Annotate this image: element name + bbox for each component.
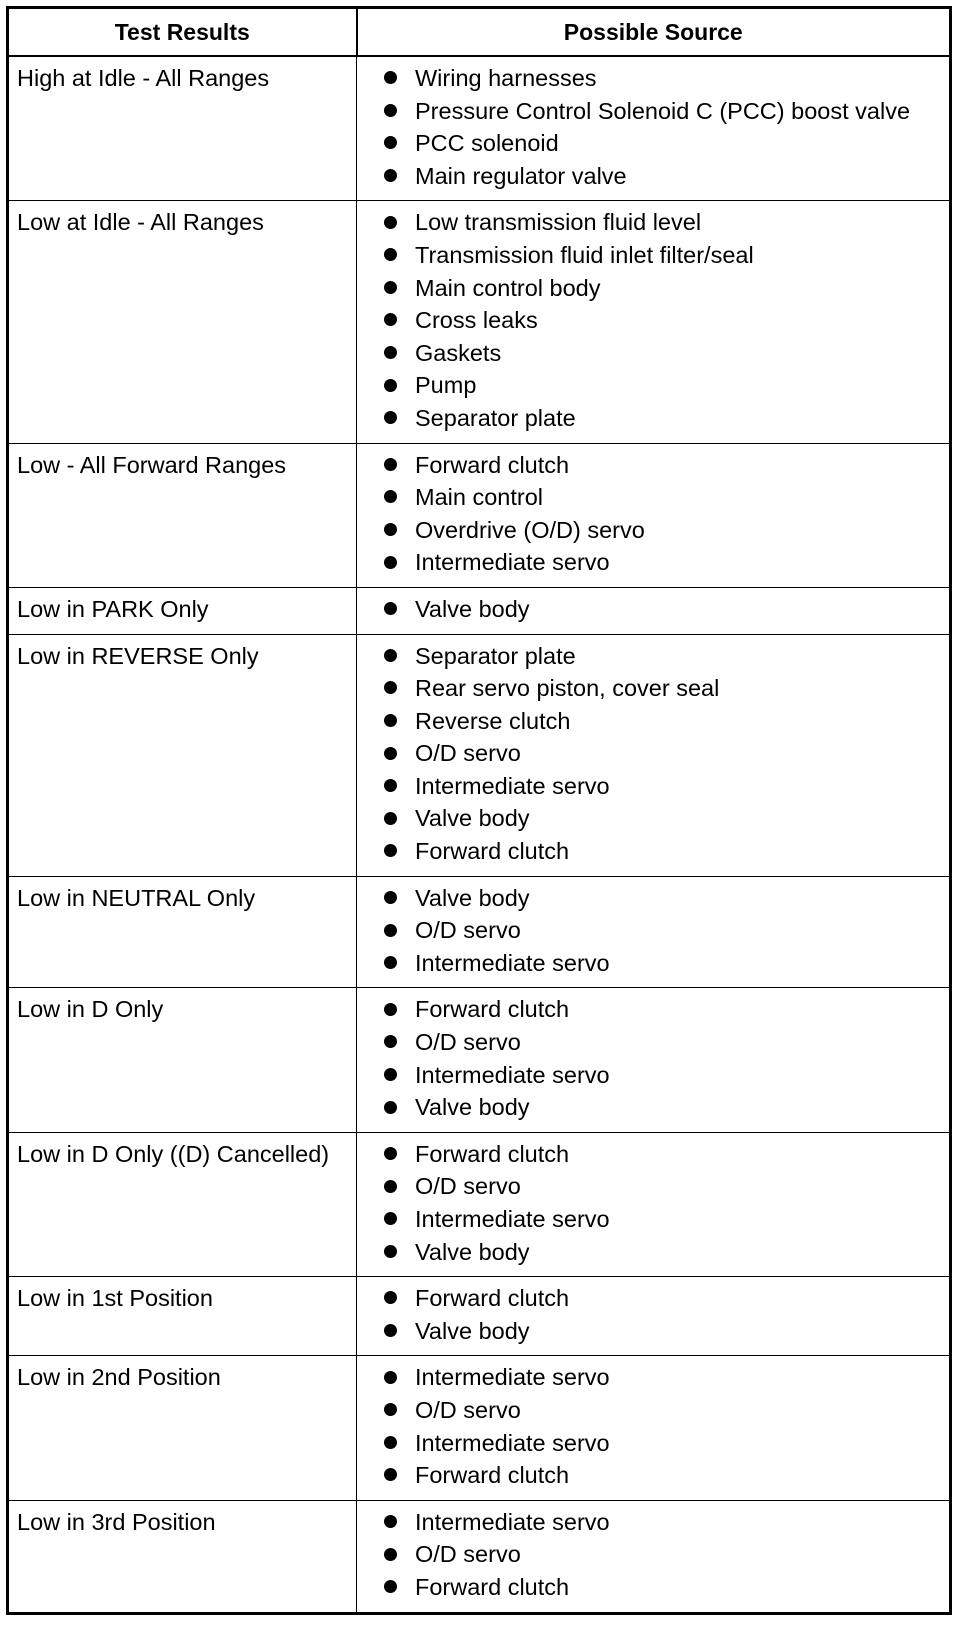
table-body [8, 56, 951, 1613]
test-result-cell [8, 1132, 357, 1276]
test-result-text: Low in D Only ((D) Cancelled) [17, 1140, 330, 1167]
list-item [357, 127, 949, 160]
list-item [357, 1538, 949, 1571]
source-text: Forward clutch [415, 996, 570, 1023]
list-item [357, 337, 949, 370]
bullet-icon [384, 411, 397, 424]
source-text: Forward clutch [415, 1140, 570, 1167]
bullet-icon [384, 71, 397, 84]
bullet-icon [384, 812, 397, 825]
source-list [357, 1133, 949, 1276]
source-list [357, 588, 949, 634]
list-item [357, 206, 949, 239]
list-item [357, 1170, 949, 1203]
source-text: PCC solenoid [415, 130, 559, 157]
source-text: Main control [415, 484, 543, 511]
source-list [357, 57, 949, 200]
test-result-cell [8, 876, 357, 988]
possible-source-cell [357, 876, 951, 988]
source-text: O/D servo [415, 1173, 521, 1200]
bullet-icon [384, 169, 397, 182]
list-item [357, 835, 949, 868]
bullet-icon [384, 1003, 397, 1016]
list-item [357, 272, 949, 305]
possible-source-cell [357, 56, 951, 201]
source-text: Intermediate servo [415, 772, 610, 799]
list-item [357, 239, 949, 272]
bullet-icon [384, 523, 397, 536]
test-result-text: Low in NEUTRAL Only [17, 884, 256, 911]
list-item [357, 737, 949, 770]
list-item [357, 304, 949, 337]
source-text: Forward clutch [415, 1462, 570, 1489]
list-item [357, 1394, 949, 1427]
table-row [8, 634, 951, 876]
source-text: Separator plate [415, 404, 576, 431]
table-row [8, 201, 951, 443]
table-row [8, 1132, 951, 1276]
source-text: Cross leaks [415, 307, 538, 334]
source-text: Separator plate [415, 642, 576, 669]
source-list [357, 1501, 949, 1612]
possible-source-cell [357, 587, 951, 634]
source-text: Main control body [415, 274, 601, 301]
bullet-icon [384, 1212, 397, 1225]
list-item [357, 882, 949, 915]
possible-source-cell [357, 443, 951, 587]
test-result-text: Low - All Forward Ranges [17, 451, 287, 478]
source-text: Intermediate servo [415, 1429, 610, 1456]
list-item [357, 481, 949, 514]
bullet-icon [384, 649, 397, 662]
possible-source-cell [357, 1277, 951, 1356]
list-item [357, 770, 949, 803]
list-item [357, 1026, 949, 1059]
bullet-icon [384, 1548, 397, 1561]
source-list [357, 877, 949, 988]
list-item [357, 993, 949, 1026]
bullet-icon [384, 924, 397, 937]
bullet-icon [384, 1324, 397, 1337]
bullet-icon [384, 714, 397, 727]
source-text: Forward clutch [415, 838, 570, 865]
bullet-icon [384, 490, 397, 503]
source-text: Forward clutch [415, 451, 570, 478]
list-item [357, 449, 949, 482]
source-text: Intermediate servo [415, 949, 610, 976]
bullet-icon [384, 1147, 397, 1160]
list-item [357, 95, 949, 128]
source-text: O/D servo [415, 1029, 521, 1056]
list-item [357, 672, 949, 705]
list-item [357, 1236, 949, 1269]
source-text: Valve body [415, 595, 530, 622]
source-text: Reverse clutch [415, 707, 571, 734]
bullet-icon [384, 1468, 397, 1481]
test-result-cell [8, 201, 357, 443]
bullet-icon [384, 844, 397, 857]
list-item [357, 514, 949, 547]
list-item [357, 1282, 949, 1315]
bullet-icon [384, 1580, 397, 1593]
list-item [357, 947, 949, 980]
source-list [357, 1356, 949, 1499]
list-item [357, 62, 949, 95]
source-text: O/D servo [415, 740, 521, 767]
bullet-icon [384, 1035, 397, 1048]
list-item [357, 546, 949, 579]
test-result-text: Low in REVERSE Only [17, 642, 259, 669]
list-item [357, 640, 949, 673]
test-result-cell [8, 1277, 357, 1356]
possible-source-cell [357, 1132, 951, 1276]
table-row [8, 1356, 951, 1500]
source-text: Valve body [415, 1094, 530, 1121]
bullet-icon [384, 1403, 397, 1416]
test-result-text: Low in 3rd Position [17, 1508, 216, 1535]
test-result-text: Low at Idle - All Ranges [17, 209, 264, 236]
source-text: Forward clutch [415, 1285, 570, 1312]
test-result-cell [8, 988, 357, 1132]
source-text: Intermediate servo [415, 1508, 610, 1535]
list-item [357, 705, 949, 738]
source-text: O/D servo [415, 1541, 521, 1568]
test-result-text: High at Idle - All Ranges [17, 65, 270, 91]
source-text: Wiring harnesses [415, 65, 597, 91]
list-item [357, 1059, 949, 1092]
source-text: Main regulator valve [415, 162, 627, 189]
list-item [357, 160, 949, 193]
table-row [8, 443, 951, 587]
source-text: Intermediate servo [415, 1206, 610, 1232]
test-result-text: Low in 1st Position [17, 1285, 213, 1312]
test-result-cell [8, 587, 357, 634]
bullet-icon [384, 313, 397, 326]
source-list [357, 444, 949, 587]
test-result-cell [8, 1500, 357, 1613]
possible-source-cell [357, 1356, 951, 1500]
bullet-icon [384, 1101, 397, 1114]
source-text: Rear servo piston, cover seal [415, 675, 720, 702]
source-text: Forward clutch [415, 1573, 570, 1600]
list-item [357, 1506, 949, 1539]
table-row [8, 1500, 951, 1613]
bullet-icon [384, 1515, 397, 1528]
bullet-icon [384, 281, 397, 294]
bullet-icon [384, 747, 397, 760]
diagnosis-table [6, 6, 952, 1615]
test-result-text: Low in PARK Only [17, 595, 209, 622]
source-text: Valve body [415, 1238, 530, 1265]
source-text: Valve body [415, 805, 530, 832]
bullet-icon [384, 1068, 397, 1081]
possible-source-cell [357, 634, 951, 876]
test-result-cell [8, 443, 357, 587]
source-text: Low transmission fluid level [415, 209, 702, 236]
table-row [8, 988, 951, 1132]
list-item [357, 1459, 949, 1492]
bullet-icon [384, 891, 397, 904]
bullet-icon [384, 136, 397, 149]
list-item [357, 369, 949, 402]
header-row [8, 8, 951, 57]
source-text: Transmission fluid inlet filter/seal [415, 241, 754, 268]
list-item [357, 402, 949, 435]
list-item [357, 593, 949, 626]
bullet-icon [384, 1245, 397, 1258]
header-possible-source: Possible Source [357, 8, 951, 57]
bullet-icon [384, 248, 397, 261]
test-result-cell [8, 1356, 357, 1500]
bullet-icon [384, 779, 397, 792]
source-list [357, 988, 949, 1131]
list-item [357, 1315, 949, 1348]
bullet-icon [384, 1371, 397, 1384]
test-result-cell [8, 634, 357, 876]
possible-source-cell [357, 1500, 951, 1613]
list-item [357, 1571, 949, 1604]
bullet-icon [384, 458, 397, 471]
table-row [8, 56, 951, 201]
list-item [357, 1427, 949, 1460]
possible-source-cell [357, 201, 951, 443]
bullet-icon [384, 956, 397, 969]
list-item [357, 1091, 949, 1124]
test-result-cell [8, 56, 357, 201]
source-list [357, 1277, 949, 1355]
list-item [357, 1203, 949, 1236]
possible-source-cell [357, 988, 951, 1132]
source-text: Overdrive (O/D) servo [415, 516, 645, 543]
header-test-results: Test Results [8, 8, 357, 57]
source-text: Gaskets [415, 339, 502, 366]
source-text: Pump [415, 372, 477, 399]
bullet-icon [384, 1291, 397, 1304]
source-text: Valve body [415, 884, 530, 911]
bullet-icon [384, 602, 397, 615]
source-text: Intermediate servo [415, 1364, 610, 1391]
list-item [357, 1361, 949, 1394]
list-item [357, 914, 949, 947]
source-text: O/D servo [415, 1396, 521, 1423]
bullet-icon [384, 556, 397, 569]
source-list [357, 201, 949, 442]
source-text: Valve body [415, 1317, 530, 1344]
bullet-icon [384, 379, 397, 392]
bullet-icon [384, 1436, 397, 1449]
table-row [8, 876, 951, 988]
list-item [357, 1138, 949, 1171]
bullet-icon [384, 104, 397, 117]
list-item [357, 802, 949, 835]
source-text: Intermediate servo [415, 549, 610, 576]
bullet-icon [384, 216, 397, 229]
test-result-text: Low in 2nd Position [17, 1364, 221, 1391]
table-row [8, 587, 951, 634]
source-text: Intermediate servo [415, 1061, 610, 1088]
bullet-icon [384, 681, 397, 694]
test-result-text: Low in D Only [17, 996, 164, 1023]
source-text: Pressure Control Solenoid C (PCC) boost valve [415, 97, 911, 124]
table-row [8, 1277, 951, 1356]
bullet-icon [384, 346, 397, 359]
source-text: O/D servo [415, 917, 521, 944]
source-list [357, 635, 949, 876]
bullet-icon [384, 1180, 397, 1193]
